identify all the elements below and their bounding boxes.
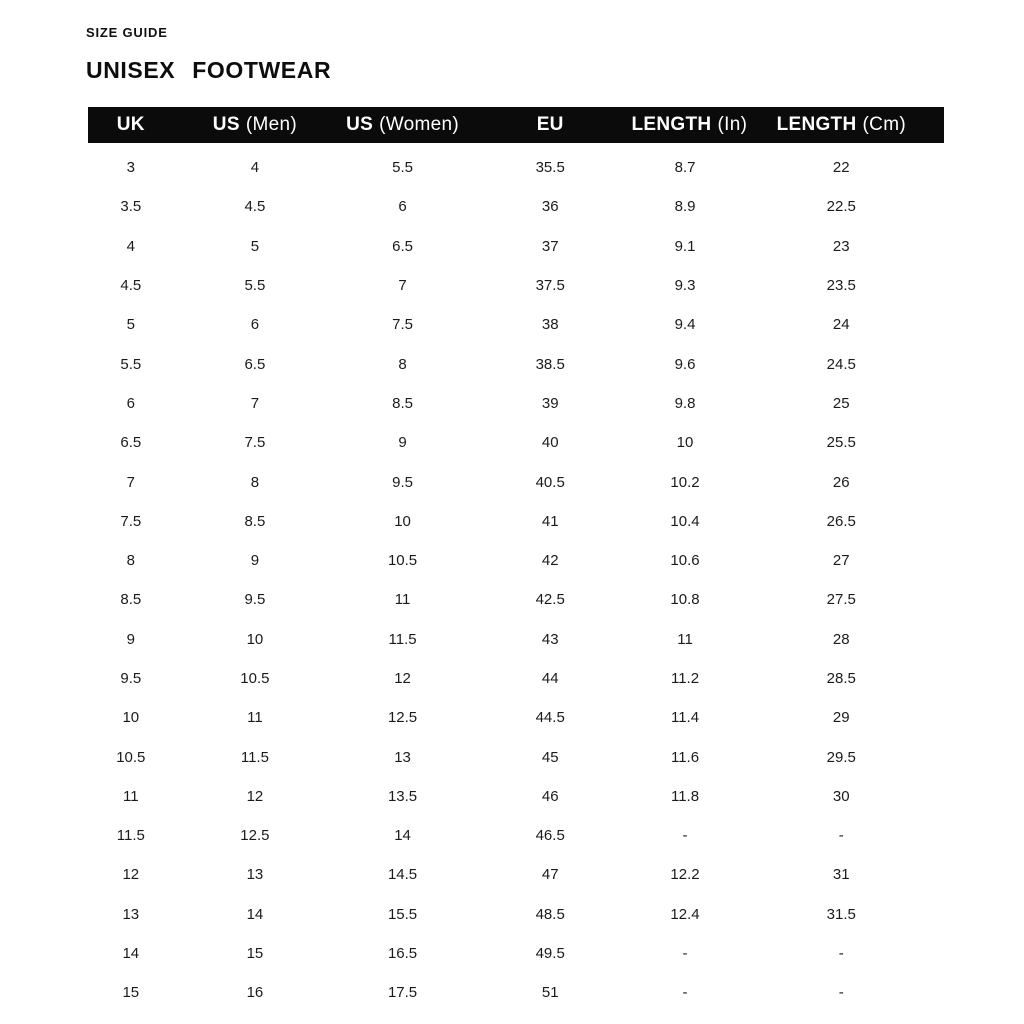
table-row bbox=[88, 344, 944, 383]
table-cell: 15.5 bbox=[387, 905, 418, 923]
table-cell: 28.5 bbox=[826, 670, 856, 687]
table-cell: 8 bbox=[126, 552, 135, 570]
table-cell: 12.4 bbox=[670, 905, 700, 923]
table-cell: 11 bbox=[394, 591, 411, 609]
table-cell: 31 bbox=[832, 866, 850, 884]
table-cell: 5 bbox=[126, 316, 135, 334]
table-cell: 8 bbox=[250, 473, 260, 491]
table-cell: 6 bbox=[126, 394, 135, 412]
column-header bbox=[469, 107, 632, 143]
table-cell: 29 bbox=[832, 709, 850, 727]
table-cell: 7 bbox=[126, 473, 135, 491]
column-header-qualifier: (Women) bbox=[379, 114, 460, 135]
table-row bbox=[88, 305, 944, 344]
table-cell: 45 bbox=[541, 748, 559, 766]
table-cell: 44 bbox=[541, 670, 559, 687]
table-cell: 6.5 bbox=[244, 355, 266, 373]
table-cell: 6 bbox=[250, 316, 260, 334]
table-cell: 25.5 bbox=[826, 434, 856, 452]
page-title: UNISEX FOOTWEAR bbox=[86, 57, 332, 83]
column-header-label: EU bbox=[536, 114, 564, 135]
table-row bbox=[88, 148, 944, 187]
table-row bbox=[88, 580, 944, 619]
table-cell: 11.5 bbox=[240, 748, 269, 766]
table-cell: 14 bbox=[122, 945, 140, 963]
table-row bbox=[88, 855, 944, 894]
table-cell: 9.8 bbox=[674, 394, 696, 412]
table-cell: 10.8 bbox=[670, 591, 700, 609]
table-cell: 9 bbox=[398, 434, 407, 452]
column-header-qualifier: (In) bbox=[717, 114, 748, 135]
table-cell: 25 bbox=[832, 394, 850, 412]
column-header bbox=[174, 107, 337, 143]
size-table-body bbox=[88, 143, 944, 1013]
column-header-label: LENGTH bbox=[776, 114, 857, 135]
table-cell: 26 bbox=[832, 473, 850, 491]
table-cell: 17.5 bbox=[387, 984, 418, 1002]
table-cell: 10 bbox=[246, 630, 264, 648]
table-cell: 4.5 bbox=[120, 277, 142, 295]
table-cell: 4 bbox=[250, 159, 260, 177]
table-cell: 40.5 bbox=[535, 473, 565, 491]
table-cell: 41 bbox=[541, 512, 559, 530]
table-cell: 37.5 bbox=[535, 277, 565, 295]
table-row bbox=[88, 777, 944, 816]
table-cell: 8.7 bbox=[674, 159, 696, 177]
column-header bbox=[88, 107, 174, 143]
table-cell: 11.4 bbox=[670, 709, 700, 727]
column-header-label: US bbox=[346, 114, 374, 135]
table-cell: 39 bbox=[541, 394, 559, 412]
table-cell: 8.5 bbox=[120, 591, 142, 609]
table-cell: 14.5 bbox=[387, 866, 418, 884]
table-cell: 31.5 bbox=[826, 905, 856, 923]
table-row bbox=[88, 620, 944, 659]
header-row bbox=[88, 107, 944, 143]
table-cell: 48.5 bbox=[535, 905, 565, 923]
table-cell: 12.2 bbox=[670, 866, 700, 884]
table-cell: 16 bbox=[246, 984, 264, 1002]
column-header bbox=[631, 107, 748, 143]
table-cell: 8.5 bbox=[392, 394, 413, 412]
table-cell: 9 bbox=[250, 552, 260, 570]
table-cell: 9.6 bbox=[674, 355, 696, 373]
column-header bbox=[739, 107, 944, 143]
table-cell: 36 bbox=[541, 198, 559, 216]
table-cell: 12.5 bbox=[240, 827, 270, 845]
table-cell: 37 bbox=[541, 237, 559, 255]
table-cell: 6 bbox=[398, 198, 407, 216]
table-cell: 7 bbox=[250, 394, 260, 412]
table-cell: 38 bbox=[541, 316, 559, 334]
table-cell: 12 bbox=[246, 787, 264, 805]
table-row bbox=[88, 816, 944, 855]
table-row bbox=[88, 698, 944, 737]
table-cell: 15 bbox=[122, 984, 140, 1002]
table-cell: 46 bbox=[541, 787, 559, 805]
table-cell: - bbox=[682, 945, 688, 963]
table-cell: 7.5 bbox=[392, 316, 413, 334]
table-cell: 7.5 bbox=[244, 434, 266, 452]
table-cell: 5.5 bbox=[244, 277, 266, 295]
table-row bbox=[88, 266, 944, 305]
table-cell: - bbox=[682, 984, 688, 1002]
table-cell: 8.5 bbox=[244, 512, 266, 530]
table-cell: 27 bbox=[832, 552, 850, 570]
table-cell: 13 bbox=[122, 905, 140, 923]
table-cell: - bbox=[682, 827, 688, 845]
table-cell: 11.6 bbox=[670, 748, 700, 766]
table-cell: 10 bbox=[676, 434, 694, 452]
table-row bbox=[88, 227, 944, 266]
table-cell: 29.5 bbox=[826, 748, 856, 766]
table-cell: 7.5 bbox=[120, 512, 142, 530]
column-header-label: LENGTH bbox=[631, 114, 712, 135]
table-cell: 11.2 bbox=[670, 670, 700, 687]
table-cell: 10.4 bbox=[670, 512, 700, 530]
table-cell: 27.5 bbox=[826, 591, 856, 609]
table-cell: 47 bbox=[541, 866, 559, 884]
table-cell: 11 bbox=[123, 787, 139, 805]
table-cell: 9.1 bbox=[674, 237, 696, 255]
table-cell: 28 bbox=[832, 630, 850, 648]
size-table-header bbox=[88, 107, 944, 143]
table-cell: 51 bbox=[541, 984, 559, 1002]
table-cell: - bbox=[838, 984, 844, 1002]
table-cell: 16.5 bbox=[387, 945, 418, 963]
table-cell: 4 bbox=[126, 237, 135, 255]
table-cell: 22.5 bbox=[826, 198, 856, 216]
table-cell: 23 bbox=[832, 237, 850, 255]
table-cell: 8 bbox=[398, 355, 407, 373]
table-cell: 12.5 bbox=[387, 709, 418, 727]
table-cell: 11.5 bbox=[388, 630, 417, 648]
table-cell: 24 bbox=[832, 316, 850, 334]
column-header bbox=[336, 107, 469, 143]
table-cell: 9.5 bbox=[392, 473, 413, 491]
table-cell: 24.5 bbox=[826, 355, 856, 373]
table-cell: 3 bbox=[126, 159, 135, 177]
table-row bbox=[88, 737, 944, 776]
table-cell: 10.5 bbox=[240, 670, 270, 687]
size-guide-label: SIZE GUIDE bbox=[86, 25, 168, 40]
table-cell: 38.5 bbox=[535, 355, 565, 373]
table-row bbox=[88, 659, 944, 698]
table-cell: 7 bbox=[398, 277, 407, 295]
table-cell: 11.8 bbox=[670, 787, 700, 805]
table-cell: 6.5 bbox=[120, 434, 142, 452]
size-table bbox=[88, 107, 944, 1013]
table-cell: 12 bbox=[394, 670, 411, 687]
table-cell: 9.4 bbox=[674, 316, 696, 334]
table-cell: 9 bbox=[126, 630, 135, 648]
table-row bbox=[88, 895, 944, 934]
table-cell: 13 bbox=[246, 866, 264, 884]
table-cell: 10.6 bbox=[670, 552, 700, 570]
table-cell: 10.5 bbox=[116, 748, 146, 766]
table-cell: 30 bbox=[832, 787, 850, 805]
table-cell: 13 bbox=[394, 748, 411, 766]
table-cell: 10.5 bbox=[387, 552, 418, 570]
table-cell: 10.2 bbox=[670, 473, 700, 491]
table-cell: 40 bbox=[541, 434, 559, 452]
table-cell: - bbox=[838, 827, 844, 845]
table-row bbox=[88, 541, 944, 580]
table-cell: 5.5 bbox=[120, 355, 142, 373]
table-cell: 9.3 bbox=[674, 277, 696, 295]
table-cell: 12 bbox=[122, 866, 140, 884]
column-header-qualifier: (Cm) bbox=[862, 114, 906, 135]
table-cell: 42 bbox=[541, 552, 559, 570]
table-cell: 10 bbox=[122, 709, 140, 727]
table-row bbox=[88, 934, 944, 973]
column-header-label: UK bbox=[116, 114, 145, 135]
column-header-qualifier: (Men) bbox=[245, 114, 297, 135]
table-row bbox=[88, 187, 944, 226]
table-cell: 11 bbox=[677, 630, 693, 648]
table-row bbox=[88, 423, 944, 462]
table-cell: 15 bbox=[246, 945, 264, 963]
table-row bbox=[88, 462, 944, 501]
table-cell: 43 bbox=[541, 630, 559, 648]
table-cell: - bbox=[838, 945, 844, 963]
table-cell: 46.5 bbox=[535, 827, 565, 845]
table-cell: 9.5 bbox=[120, 670, 142, 687]
table-cell: 4.5 bbox=[244, 198, 266, 216]
table-cell: 26.5 bbox=[826, 512, 856, 530]
column-header-label: US bbox=[212, 114, 240, 135]
table-cell: 23.5 bbox=[826, 277, 856, 295]
table-cell: 3.5 bbox=[120, 198, 142, 216]
table-cell: 13.5 bbox=[387, 787, 418, 805]
table-row bbox=[88, 384, 944, 423]
table-cell: 11 bbox=[247, 709, 263, 727]
table-cell: 22 bbox=[832, 159, 850, 177]
table-cell: 10 bbox=[394, 512, 411, 530]
table-cell: 11.5 bbox=[116, 827, 145, 845]
table-cell: 5 bbox=[250, 237, 260, 255]
table-cell: 42.5 bbox=[535, 591, 565, 609]
table-row bbox=[88, 502, 944, 541]
table-cell: 14 bbox=[394, 827, 411, 845]
table-cell: 8.9 bbox=[674, 198, 696, 216]
table-cell: 6.5 bbox=[392, 237, 413, 255]
table-cell: 35.5 bbox=[535, 159, 565, 177]
table-cell: 14 bbox=[246, 905, 264, 923]
table-row bbox=[88, 973, 944, 1012]
table-cell: 5.5 bbox=[392, 159, 413, 177]
table-cell: 49.5 bbox=[535, 945, 565, 963]
table-cell: 44.5 bbox=[535, 709, 565, 727]
table-cell: 9.5 bbox=[244, 591, 266, 609]
